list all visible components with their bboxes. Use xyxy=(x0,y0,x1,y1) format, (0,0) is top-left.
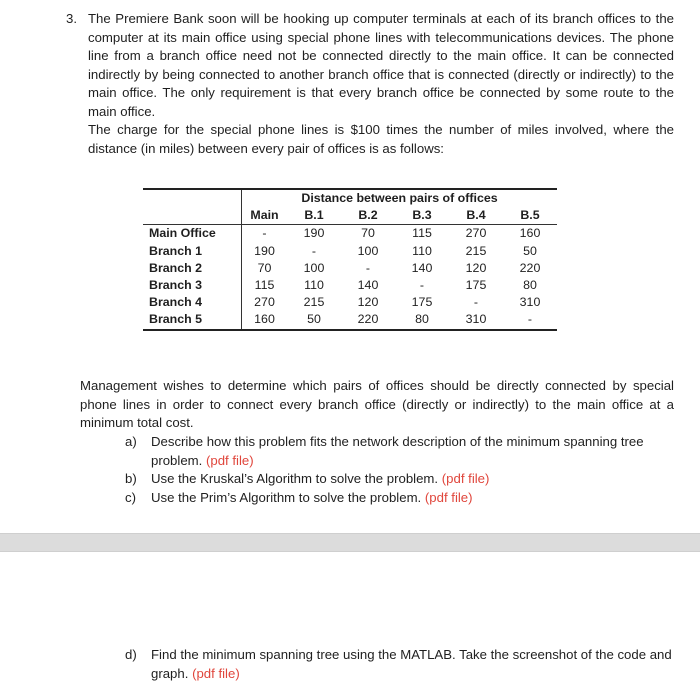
question-text: Use the Prim’s Algorithm to solve the problem. xyxy=(151,489,422,505)
table-cell: 310 xyxy=(449,311,503,329)
table-cell: 100 xyxy=(303,260,325,275)
row-label: Branch 1 xyxy=(149,243,203,258)
column-header: B.4 xyxy=(449,207,503,225)
table-cell: 220 xyxy=(519,260,541,275)
table-cell: 80 xyxy=(523,278,537,293)
table-cell: 50 xyxy=(287,311,341,329)
pdf-file-link[interactable]: (pdf file) xyxy=(192,665,240,681)
table-cell: 110 xyxy=(304,278,324,293)
pdf-file-link[interactable]: (pdf file) xyxy=(205,452,254,468)
table-cell: 215 xyxy=(465,243,487,258)
table-row xyxy=(143,277,557,294)
question-item xyxy=(125,489,675,508)
table-cell: 160 xyxy=(519,226,541,241)
question-item xyxy=(125,646,675,683)
column-header: B.1 xyxy=(287,207,341,225)
intro-paragraph: The Premiere Bank soon will be hooking up computer terminals at each of its branch offices to the computer at its main office using special phone lines with telecommunications devices. The phone line from a branch office need not be connected directly to the main office. It can be connected indirectly by being connected to another branch office that is connected (directly or indirectly) to the main office. The only requirement is that every branch office be connected by some route to the main office. xyxy=(88,11,674,119)
table-row xyxy=(143,243,557,260)
table-cell: 115 xyxy=(242,277,288,294)
table-cell: - xyxy=(311,243,317,258)
question-list-continued xyxy=(125,646,675,683)
table-cell: 115 xyxy=(412,226,432,241)
management-paragraph xyxy=(80,377,674,433)
question-letter: b) xyxy=(125,471,137,486)
question-item xyxy=(125,433,675,470)
page-divider xyxy=(0,533,700,552)
row-label: Branch 3 xyxy=(149,278,203,293)
table-row xyxy=(143,311,557,329)
table-cell: - xyxy=(473,295,479,310)
table-cell: 310 xyxy=(519,295,541,310)
table-row xyxy=(143,260,557,277)
table-cell: 220 xyxy=(341,311,395,329)
table-cell: 140 xyxy=(411,260,433,275)
pdf-file-link[interactable]: (pdf file) xyxy=(424,489,473,505)
question-number: 3. xyxy=(66,11,77,26)
column-header: B.5 xyxy=(503,207,557,225)
table-cell: - xyxy=(242,225,288,243)
table-caption-row xyxy=(143,189,557,207)
pdf-file-link[interactable]: (pdf file) xyxy=(441,471,490,486)
table-cell: 270 xyxy=(242,294,288,311)
table-cell: 270 xyxy=(465,226,487,241)
table-cell: - xyxy=(419,278,425,293)
table-row xyxy=(143,294,557,311)
column-header: B.2 xyxy=(341,207,395,225)
table-cell: 175 xyxy=(411,295,433,310)
question-letter: c) xyxy=(125,489,136,505)
table-cell: 80 xyxy=(395,311,449,329)
table-cell: 100 xyxy=(357,243,379,258)
table-cell: 140 xyxy=(357,278,379,293)
column-header: B.3 xyxy=(395,207,449,225)
question-text: Describe how this problem fits the network description of the minimum spanning tree problem. xyxy=(151,434,644,468)
distance-table xyxy=(143,188,557,331)
column-header: Main xyxy=(242,207,288,225)
cost-paragraph: The charge for the special phone lines is $100 times the number of miles involved, where the distance (in miles) between every pair of offices is as follows: xyxy=(88,122,674,156)
table-cell: 50 xyxy=(523,243,537,258)
question-item xyxy=(125,470,675,489)
question-text: Find the minimum spanning tree using the MATLAB. Take the screenshot of the code and graph. xyxy=(151,647,672,681)
question-text: Use the Kruskal’s Algorithm to solve the problem. xyxy=(151,471,439,486)
table-cell: 190 xyxy=(242,243,288,260)
table-cell: 215 xyxy=(303,295,325,310)
table-cell: 190 xyxy=(303,226,325,241)
table-cell: 120 xyxy=(465,260,487,275)
row-label: Branch 5 xyxy=(143,311,242,329)
management-text: Management wishes to determine which pairs of offices should be directly connected by special phone lines in order to connect every branch office (directly or indirectly) to the main office at a minimum total cost. xyxy=(80,378,674,430)
table-cell: - xyxy=(365,260,371,275)
problem-statement xyxy=(88,10,674,158)
question-letter: d) xyxy=(125,647,137,662)
table-cell: - xyxy=(503,311,557,329)
question-letter: a) xyxy=(125,434,137,449)
table-header-row xyxy=(143,207,557,225)
table-cell: 160 xyxy=(242,311,288,329)
row-label: Main Office xyxy=(149,226,216,241)
table-cell: 175 xyxy=(465,278,487,293)
table-caption: Distance between pairs of offices xyxy=(242,189,558,207)
table-cell: 110 xyxy=(412,243,432,258)
question-list xyxy=(125,433,675,507)
row-label: Branch 4 xyxy=(149,295,203,310)
row-label: Branch 2 xyxy=(149,260,203,275)
table-row xyxy=(143,225,557,243)
table-cell: 120 xyxy=(357,295,379,310)
table-cell: 70 xyxy=(361,226,375,241)
table-cell: 70 xyxy=(242,260,288,277)
